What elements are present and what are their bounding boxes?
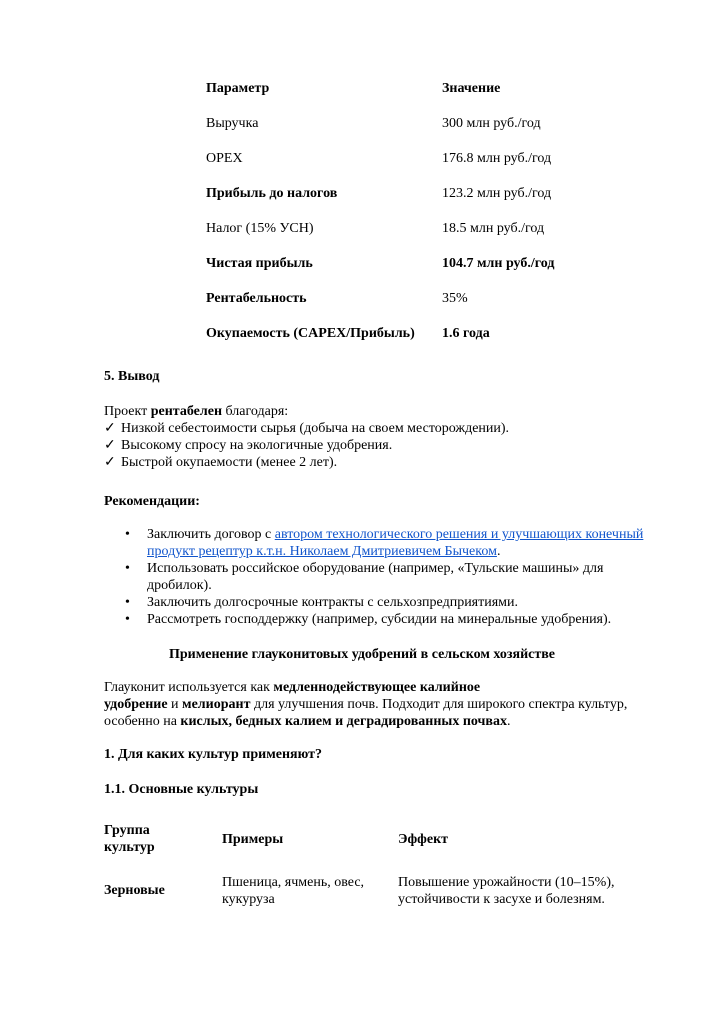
table-row <box>206 150 606 185</box>
list-item <box>104 437 509 454</box>
value-cell: 123.2 млн руб./год <box>442 186 552 201</box>
param-cell: OPEX <box>206 151 243 166</box>
para-bold: медленнодействующее калийное <box>273 680 481 695</box>
examples-line: Пшеница, ячмень, овес, <box>222 875 365 890</box>
check-text: Высокому спросу на экологичные удобрения. <box>121 438 393 453</box>
group-cell: Зерновые <box>104 883 165 898</box>
finance-table-header <box>206 80 606 115</box>
check-text: Быстрой окупаемости (менее 2 лет). <box>121 455 338 470</box>
check-icon: ✓ <box>104 438 116 453</box>
link-line-2[interactable]: продукт рецептур к.т.н. Николаем Дмитриевичем Бычеком <box>147 544 497 559</box>
para-bold: удобрение <box>104 697 168 712</box>
value-cell: 176.8 млн руб./год <box>442 151 552 166</box>
link-line-1[interactable]: автором технологического решения и улучшающих конечный <box>274 527 644 542</box>
table-row <box>206 325 606 360</box>
para-bold: мелиорант <box>182 697 251 712</box>
param-cell: Окупаемость (CAPEX/Прибыль) <box>206 326 415 341</box>
conclusion-intro <box>104 403 509 420</box>
value-cell: 1.6 года <box>442 326 490 341</box>
intro-suffix: благодаря: <box>222 404 289 419</box>
bullet-icon: • <box>125 527 130 542</box>
param-cell: Выручка <box>206 116 259 131</box>
value-cell: 104.7 млн руб./год <box>442 256 555 271</box>
bullet-icon: • <box>125 595 130 610</box>
param-cell: Рентабельность <box>206 291 307 306</box>
conclusion-body <box>104 403 509 471</box>
list-item <box>104 560 684 594</box>
list-item <box>104 526 684 560</box>
list-item <box>104 454 509 471</box>
bullet-icon: • <box>125 612 130 627</box>
glauconite-paragraph <box>104 679 627 730</box>
item-text: Рассмотреть господдержку (например, субсидии на минеральные удобрения). <box>147 612 612 627</box>
param-cell: Чистая прибыль <box>206 256 313 271</box>
recommendations-heading: Рекомендации: <box>104 494 200 509</box>
header-value: Значение <box>442 81 501 96</box>
item-text: Использовать российское оборудование (например, «Тульские машины» для <box>147 561 604 576</box>
para-text: для улучшения почв. Подходит для широкого спектра культур, <box>250 697 628 712</box>
header-group-line: Группа <box>104 823 150 838</box>
examples-cell <box>222 874 364 908</box>
intro-prefix: Проект <box>104 404 151 419</box>
intro-bold: рентабелен <box>150 404 223 419</box>
item-text: дробилок). <box>147 578 212 593</box>
header-examples: Примеры <box>222 832 284 847</box>
param-cell: Прибыль до налогов <box>206 186 338 201</box>
effect-line: Повышение урожайности (10–15%), <box>398 875 615 890</box>
examples-line: кукуруза <box>222 892 275 907</box>
param-cell: Налог (15% УСН) <box>206 221 314 236</box>
table-row <box>206 115 606 150</box>
item-suffix: . <box>496 544 501 559</box>
table-row <box>206 185 606 220</box>
list-item <box>104 594 684 611</box>
main-crops-heading: 1.1. Основные культуры <box>104 782 259 797</box>
header-group-line: культур <box>104 840 155 855</box>
header-effect: Эффект <box>398 832 449 847</box>
para-text: и <box>167 697 183 712</box>
table-row <box>206 290 606 325</box>
header-param: Параметр <box>206 81 270 96</box>
item-text: Заключить договор с <box>147 527 275 542</box>
effect-cell <box>398 874 615 908</box>
para-bold: кислых, бедных калием и деградированных почвах <box>180 714 507 729</box>
conclusion-heading: 5. Вывод <box>104 369 160 384</box>
list-item <box>104 420 509 437</box>
effect-line: устойчивости к засухе и болезням. <box>398 892 605 907</box>
check-text: Низкой себестоимости сырья (добыча на своем месторождении). <box>121 421 510 436</box>
recommendations-list <box>104 526 684 628</box>
value-cell: 300 млн руб./год <box>442 116 541 131</box>
section-title: Применение глауконитовых удобрений в сельском хозяйстве <box>168 647 556 662</box>
table-row <box>206 220 606 255</box>
list-item <box>104 611 684 628</box>
value-cell: 18.5 млн руб./год <box>442 221 545 236</box>
finance-table <box>206 80 606 360</box>
para-text: особенно на <box>104 714 181 729</box>
header-group <box>104 822 155 856</box>
check-icon: ✓ <box>104 421 116 436</box>
crops-heading: 1. Для каких культур применяют? <box>104 747 322 762</box>
table-row <box>206 255 606 290</box>
check-icon: ✓ <box>104 455 116 470</box>
para-text: . <box>507 714 511 729</box>
para-text: Глауконит используется как <box>104 680 274 695</box>
bullet-icon: • <box>125 561 130 576</box>
value-cell: 35% <box>442 291 468 306</box>
item-text: Заключить долгосрочные контракты с сельхозпредприятиями. <box>147 595 519 610</box>
